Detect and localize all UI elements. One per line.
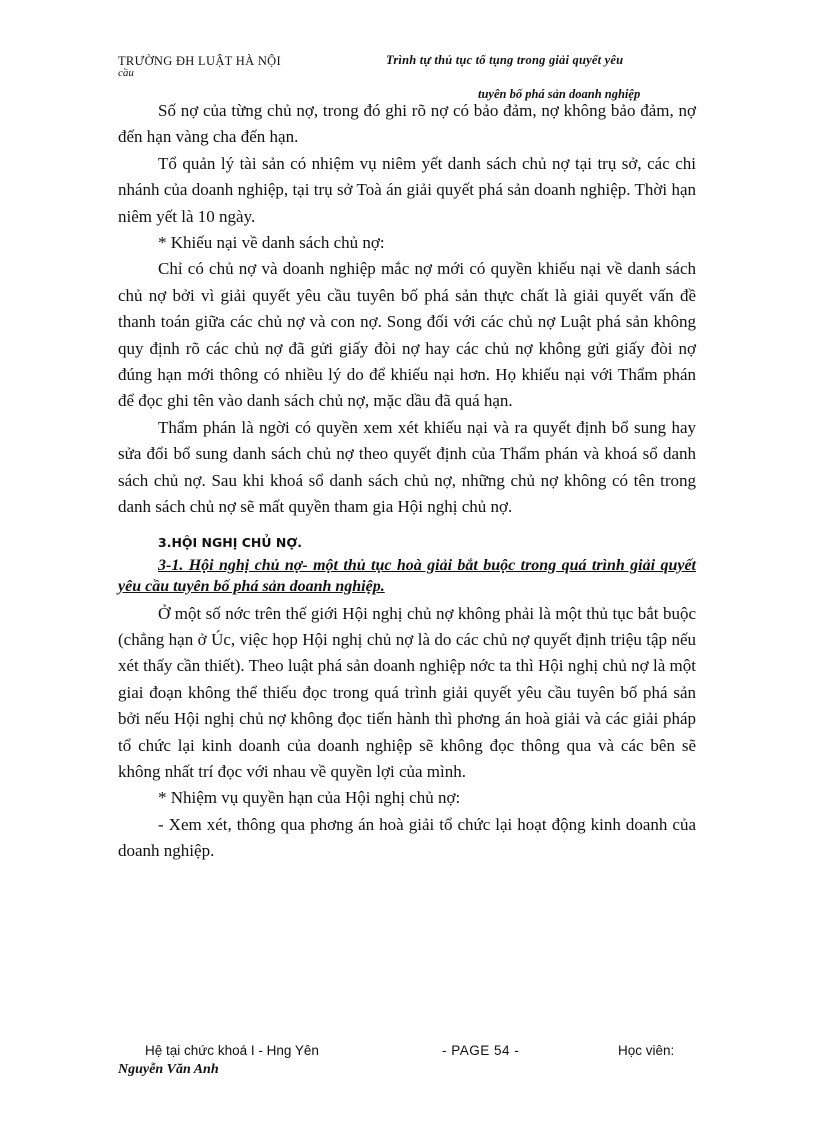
header-title-cont: tuyên bố phá sản doanh nghiệp bbox=[478, 87, 641, 101]
paragraph: Ở một số nớc trên thế giới Hội nghị chủ nợ không phải là một thủ tục bắt buộc (chẳng hạn ở Úc, việc họp Hội nghị chủ nợ là do các chủ nợ quyết định triệu tập nếu xét thấy cần thiết). Theo luật phá sản doanh nghiệp nớc ta thì Hội nghị chủ nợ là một giai đoạn không thể thiếu đọc trong quá trình giải quyết yêu cầu tuyên bố phá sản bởi nếu Hội nghị chủ nợ không đọc tiến hành thì phơng án hoà giải và các giải pháp tổ chức lại kinh doanh của doanh nghiệp sẽ không đọc thông qua và các bên sẽ không nhất trí đọc với nhau về quyền lợi của mình. bbox=[118, 603, 696, 781]
paragraph: * Khiếu nại về danh sách chủ nợ: bbox=[158, 233, 385, 253]
document-body bbox=[118, 98, 696, 865]
footer-course: Hệ tại chức khoá I - Hng Yên bbox=[145, 1043, 319, 1058]
paragraph: * Nhiệm vụ quyền hạn của Hội nghị chủ nợ: bbox=[158, 788, 461, 808]
footer-student-label: Học viên: bbox=[618, 1043, 675, 1058]
paragraph: Chỉ có chủ nợ và doanh nghiệp mắc nợ mới có quyền khiếu nại về danh sách chủ nợ bởi vì giải quyết yêu cầu tuyên bố phá sản thực chất là giải quyết vấn đề thanh toán giữa các chủ nợ và con nợ. Song đối với các chủ nợ Luật phá sản không quy định rõ các chủ nợ đã gửi giấy đòi nợ hay các chủ nợ không gửi giấy đòi nợ đúng hạn mới thông có nhiều lý do để khiếu nại hơn. Họ khiếu nại với Thẩm phán để đọc ghi tên vào danh sách chủ nợ, mặc dầu đã quá hạn. bbox=[118, 259, 696, 411]
paragraph: Số nợ của từng chủ nợ, trong đó ghi rõ nợ có bảo đảm, nợ không bảo đảm, nợ đến hạn vàng cha đến hạn. bbox=[118, 101, 696, 147]
footer-student-name: Nguyễn Văn Anh bbox=[118, 1062, 219, 1077]
paragraph: - Xem xét, thông qua phơng án hoà giải tổ chức lại hoạt động kinh doanh của doanh nghiệp. bbox=[118, 814, 696, 861]
paragraph: Tổ quản lý tài sản có nhiệm vụ niêm yết danh sách chủ nợ tại trụ sở, các chi nhánh của doanh nghiệp, tại trụ sở Toà án giải quyết phá sản doanh nghiệp. Thời hạn niêm yết là 10 ngày. bbox=[118, 153, 696, 226]
paragraph: Thẩm phán là ngời có quyền xem xét khiếu nại và ra quyết định bổ sung hay sửa đổi bổ sung danh sách chủ nợ theo quyết định của Thẩm phán và khoá sổ danh sách chủ nợ. Sau khi khoá sổ danh sách chủ nợ, những chủ nợ không có tên trong danh sách chủ nợ sẽ mất quyền tham gia Hội nghị chủ nợ. bbox=[118, 417, 696, 517]
header-title: Trình tự thủ tục tố tụng trong giải quyết yêu bbox=[386, 53, 624, 67]
subsection-title: 3-1. Hội nghị chủ nợ- một thủ tục hoà giải bắt buộc trong quá trình giải quyết yêu cầu tuyên bố phá sản doanh nghiệp. bbox=[118, 556, 696, 595]
section-title: 3.HỘI NGHỊ CHỦ NỢ. bbox=[158, 534, 302, 550]
header-school: TRƯỜNG ĐH LUẬT HÀ NỘI bbox=[118, 54, 281, 68]
footer-page-number: - PAGE 54 - bbox=[442, 1043, 520, 1058]
header-school-overflow: cầu bbox=[118, 67, 134, 79]
